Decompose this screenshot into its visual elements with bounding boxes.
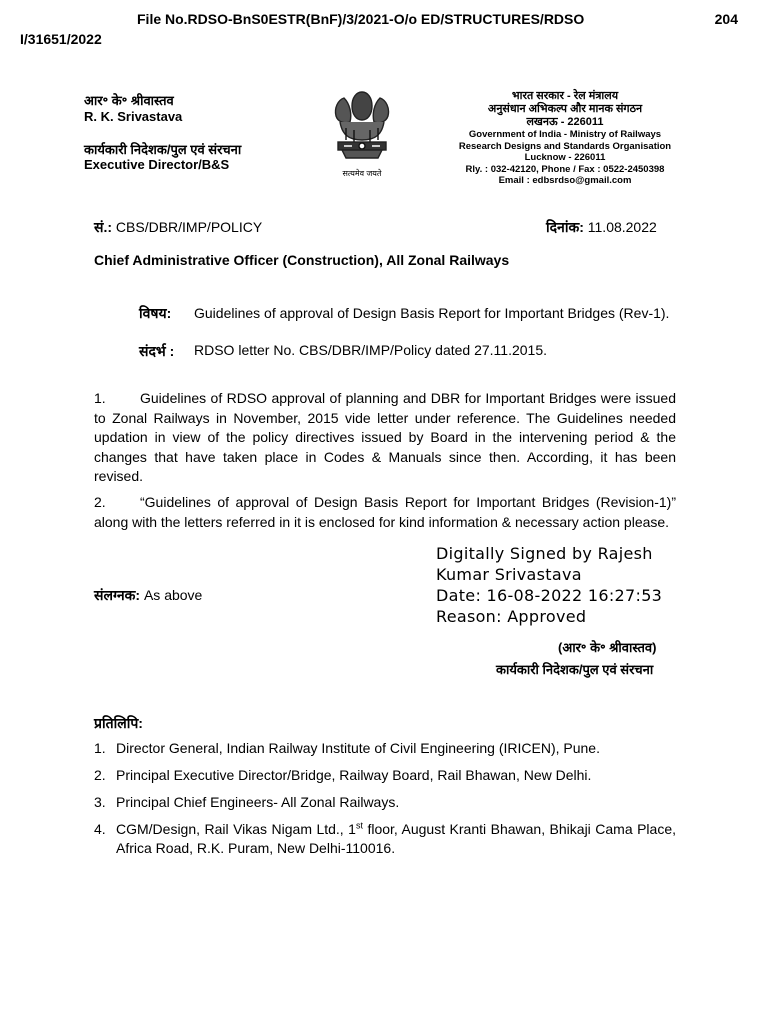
list-item	[94, 739, 676, 758]
list-item-number: 4.	[94, 821, 106, 837]
org-line-rdso: Research Designs and Standards Organisation	[458, 140, 672, 152]
signatory-designation: कार्यकारी निदेशक/पुल एवं संरचना	[496, 662, 654, 677]
paragraph-number: 1.	[94, 390, 106, 406]
enclosure-value: As above	[140, 587, 203, 603]
copy-to-list	[94, 739, 676, 866]
digital-signature-line-1: Digitally Signed by Rajesh	[436, 544, 653, 563]
list-item	[94, 820, 676, 858]
org-line-phone: Rly. : 032-42120, Phone / Fax : 0522-2450398	[465, 163, 665, 175]
org-line-email: Email : edbsrdso@gmail.com	[498, 175, 632, 186]
paragraph-text: Guidelines of RDSO approval of planning and DBR for Important Bridges were issued to Zonal Railways in November, 2015 vide letter under reference. The Guidelines needed updation in view of the policy directives issued by Board in the intervening period & the changes that have taken place in Codes & Manuals since then. According, it has been revised.	[94, 390, 676, 484]
addressee: Chief Administrative Officer (Construction), All Zonal Railways	[94, 252, 510, 268]
subject-label: विषय:	[139, 305, 172, 321]
sender-designation-hindi: कार्यकारी निदेशक/पुल एवं संरचना	[84, 142, 242, 157]
list-item-text	[116, 820, 676, 858]
digital-signature-date: Date: 16-08-2022 16:27:53	[436, 586, 663, 605]
file-number-continued: I/31651/2022	[20, 31, 102, 47]
list-item-number: 2.	[94, 767, 106, 783]
paragraph-2	[94, 493, 676, 532]
org-line-government: Government of India - Ministry of Railways	[468, 129, 662, 140]
digital-signature-reason: Reason: Approved	[436, 607, 587, 626]
signatory-name: (आर॰ के॰ श्रीवास्तव)	[558, 640, 657, 655]
org-line-hindi-3: लखनऊ - 226011	[526, 116, 604, 128]
enclosure	[94, 586, 202, 605]
list-item-number: 1.	[94, 740, 106, 756]
digital-signature-stamp	[436, 543, 662, 627]
list-item	[94, 766, 676, 785]
ordinal-superscript: st	[355, 820, 363, 831]
subject-reference-text: RDSO letter No. CBS/DBR/IMP/Policy dated 27.11.2015.	[194, 342, 548, 358]
org-line-hindi-1: भारत सरकार - रेल मंत्रालय	[511, 90, 619, 102]
sender-name-english: R. K. Srivastava	[84, 109, 183, 124]
paragraph-text: “Guidelines of approval of Design Basis Report for Important Bridges (Revision-1)” along with the letters referred in it is enclosed for kind information & necessary action please.	[94, 494, 676, 530]
list-item-text-part: floor, August Kranti Bhawan, Bhikaji Cama Place, Africa Road, R.K. Puram, New Delhi-110016.	[116, 821, 676, 856]
sender-designation-english: Executive Director/B&S	[84, 157, 230, 172]
emblem-motto: सत्यमेव जयते	[342, 169, 382, 178]
national-emblem-icon	[322, 84, 402, 180]
list-item-text-part: CGM/Design, Rail Vikas Nigam Ltd., 1	[116, 821, 356, 837]
subject-text: Guidelines of approval of Design Basis Report for Important Bridges (Rev-1).	[194, 305, 670, 321]
sender-name-hindi: आर॰ के॰ श्रीवास्तव	[84, 93, 174, 108]
subject-reference-label: संदर्भ :	[139, 343, 175, 359]
list-item-number: 3.	[94, 794, 106, 810]
letter-date	[546, 218, 657, 237]
reference-value: CBS/DBR/IMP/POLICY	[112, 219, 263, 235]
digital-signature-line-2: Kumar Srivastava	[436, 565, 582, 584]
date-label: दिनांक:	[546, 219, 584, 235]
list-item-text: Principal Executive Director/Bridge, Railway Board, Rail Bhawan, New Delhi.	[116, 767, 592, 783]
copy-to-label: प्रतिलिपि:	[94, 715, 143, 731]
paragraph-1	[94, 389, 676, 487]
list-item-text: Director General, Indian Railway Institute of Civil Engineering (IRICEN), Pune.	[116, 740, 600, 756]
file-number: File No.RDSO-BnS0ESTR(BnF)/3/2021-O/o ED/STRUCTURES/RDSO	[137, 11, 585, 27]
list-item	[94, 793, 676, 812]
list-item-text: Principal Chief Engineers- All Zonal Railways.	[116, 794, 400, 810]
organisation-address	[440, 90, 690, 187]
page-number: 204	[714, 11, 738, 27]
enclosure-label: संलग्नक:	[94, 587, 141, 603]
letter-reference	[94, 218, 262, 237]
date-value: 11.08.2022	[583, 219, 657, 235]
org-line-hindi-2: अनुसंधान अभिकल्प और मानक संगठन	[487, 103, 643, 115]
reference-label: सं.:	[94, 219, 113, 235]
paragraph-number: 2.	[94, 494, 106, 510]
org-line-city: Lucknow - 226011	[524, 152, 606, 163]
